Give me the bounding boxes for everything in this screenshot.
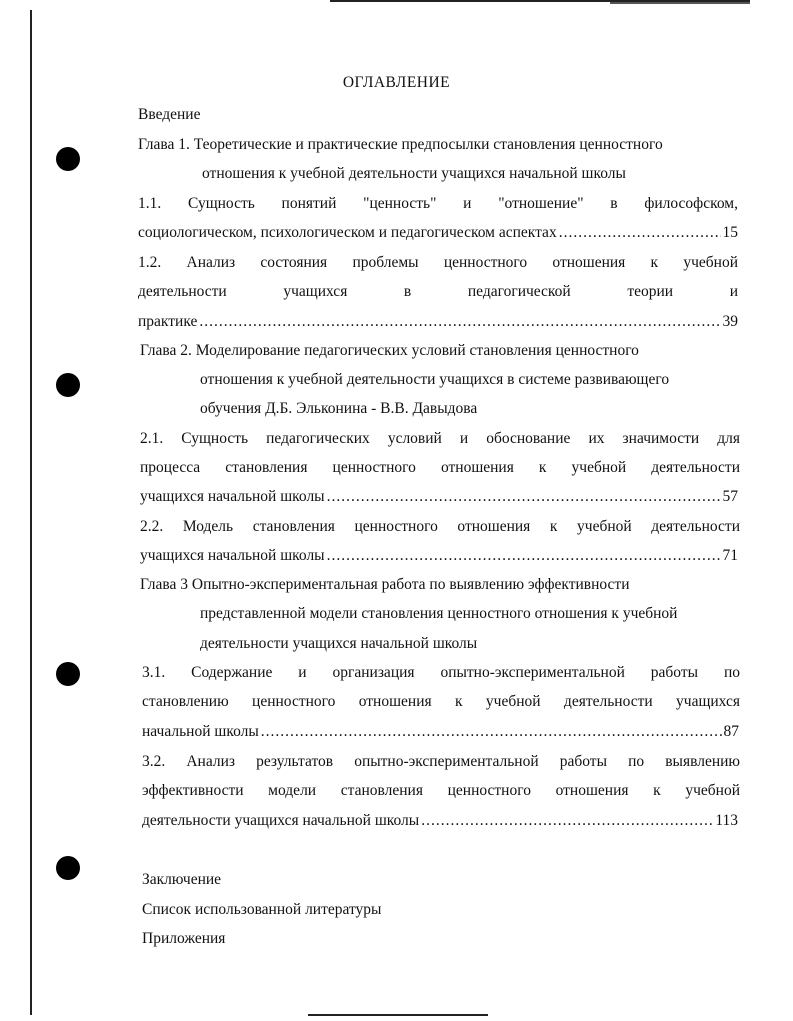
scan-edge-line bbox=[30, 10, 32, 1015]
toc-section-2-1-line-2: процесса становления ценностного отношения к учебной деятельности bbox=[140, 459, 740, 476]
toc-section-2-1-page: 57 bbox=[722, 488, 738, 505]
toc-section-1-2-line-2: деятельности учащихся в педагогической теории и bbox=[138, 283, 738, 300]
toc-section-1-2-line-3 bbox=[138, 312, 738, 332]
toc-chapter-1-line-1: Глава 1. Теоретические и практические предпосылки становления ценностного bbox=[138, 136, 663, 153]
dot-leader bbox=[199, 312, 720, 332]
toc-section-1-1-page: 15 bbox=[722, 224, 738, 241]
toc-appendices: Приложения bbox=[142, 930, 226, 947]
punch-hole-4 bbox=[56, 856, 80, 880]
toc-section-3-1-text: начальной школы bbox=[142, 723, 259, 740]
toc-references: Список использованной литературы bbox=[142, 901, 382, 918]
toc-section-2-1-line-1: 2.1. Сущность педагогических условий и обоснование их значимости для bbox=[140, 430, 740, 447]
toc-chapter-3-line-1: Глава 3 Опытно-экспериментальная работа по выявлению эффективности bbox=[140, 576, 630, 593]
toc-section-1-2-text: практике bbox=[138, 313, 198, 330]
toc-section-3-2-line-1: 3.2. Анализ результатов опытно-экспериментальной работы по выявлению bbox=[142, 753, 740, 770]
toc-section-3-1-line-2: становлению ценностного отношения к учебной деятельности учащихся bbox=[142, 693, 740, 710]
toc-section-2-1-line-3 bbox=[140, 487, 738, 507]
toc-section-3-2-line-2: эффективности модели становления ценностного отношения к учебной bbox=[142, 782, 740, 799]
toc-chapter-3-line-2: представленной модели становления ценностного отношения к учебной bbox=[200, 605, 678, 622]
toc-section-2-2-page: 71 bbox=[722, 547, 738, 564]
toc-introduction: Введение bbox=[138, 106, 201, 123]
toc-chapter-3-line-3: деятельности учащихся начальной школы bbox=[200, 635, 478, 652]
toc-section-2-1-text: учащихся начальной школы bbox=[140, 488, 325, 505]
toc-section-2-2-text: учащихся начальной школы bbox=[140, 547, 325, 564]
toc-chapter-2-line-1: Глава 2. Моделирование педагогических условий становления ценностного bbox=[140, 342, 639, 359]
toc-chapter-1-line-2: отношения к учебной деятельности учащихся начальной школы bbox=[202, 165, 626, 182]
scan-top-line-secondary bbox=[610, 2, 750, 4]
toc-section-1-1-line-2 bbox=[138, 223, 738, 243]
toc-section-3-1-line-1: 3.1. Содержание и организация опытно-экспериментальной работы по bbox=[142, 664, 740, 681]
toc-section-2-2-line-1: 2.2. Модель становления ценностного отношения к учебной деятельности bbox=[140, 518, 740, 535]
dot-leader bbox=[421, 811, 713, 831]
toc-section-1-2-line-1: 1.2. Анализ состояния проблемы ценностного отношения к учебной bbox=[138, 254, 738, 271]
toc-section-3-1-page: 87 bbox=[723, 723, 739, 740]
toc-section-2-2-line-2 bbox=[140, 546, 738, 566]
toc-section-1-1-text: социологическом, психологическом и педагогическом аспектах bbox=[138, 224, 557, 241]
toc-section-3-2-text: деятельности учащихся начальной школы bbox=[142, 812, 420, 829]
toc-section-3-1-line-3 bbox=[142, 722, 739, 742]
dot-leader bbox=[261, 722, 722, 742]
punch-hole-3 bbox=[56, 662, 80, 686]
punch-hole-1 bbox=[56, 147, 80, 171]
toc-section-1-1-line-1: 1.1. Сущность понятий "ценность" и "отношение" в философском, bbox=[138, 195, 738, 212]
toc-chapter-2-line-3: обучения Д.Б. Эльконина - В.В. Давыдова bbox=[200, 400, 478, 417]
toc-section-3-2-page: 113 bbox=[715, 812, 738, 829]
toc-section-1-2-page: 39 bbox=[722, 313, 738, 330]
scan-bottom-line bbox=[308, 1014, 488, 1016]
toc-section-3-2-line-3 bbox=[142, 811, 738, 831]
punch-hole-2 bbox=[56, 373, 80, 397]
dot-leader bbox=[327, 487, 721, 507]
toc-chapter-2-line-2: отношения к учебной деятельности учащихся в системе развивающего bbox=[200, 371, 670, 388]
dot-leader bbox=[327, 546, 721, 566]
dot-leader bbox=[559, 223, 721, 243]
page-title: ОГЛАВЛЕНИЕ bbox=[342, 74, 451, 91]
toc-conclusion: Заключение bbox=[142, 871, 222, 888]
